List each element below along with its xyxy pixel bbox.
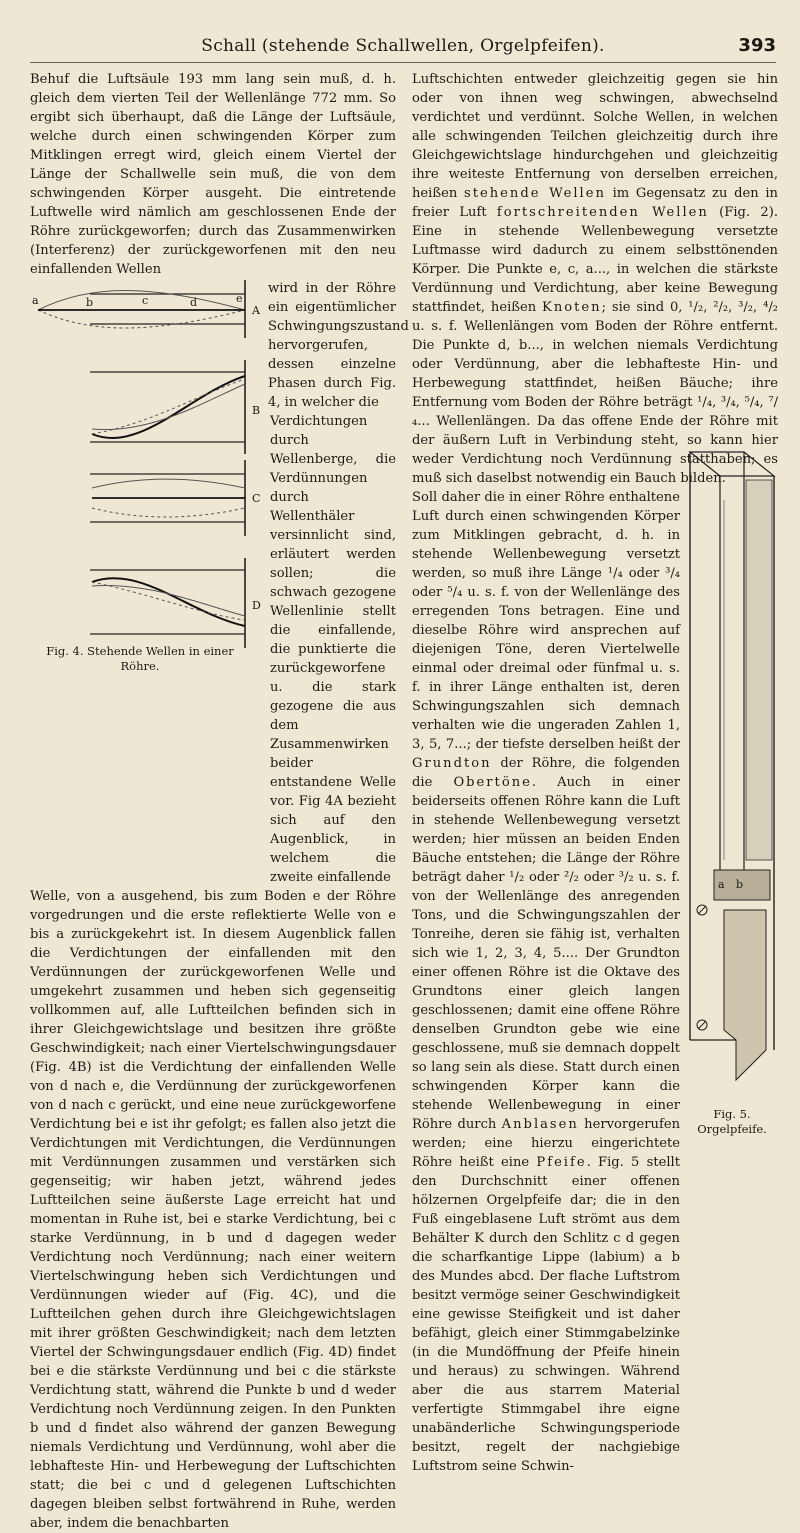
right-paragraph-1 bbox=[412, 70, 778, 488]
page-title: Schall (stehende Schallwellen, Orgelpfeifen). bbox=[201, 36, 605, 56]
term-grundton: Grundton bbox=[412, 756, 492, 771]
fig4-panel-c bbox=[90, 460, 260, 536]
term-stehende-wellen: stehende Wellen bbox=[464, 186, 606, 201]
fig4-panel-label-a: A bbox=[252, 304, 260, 317]
fig5-label-a: a bbox=[718, 878, 725, 891]
left-paragraph-mid: Verdichtungen durch Wellenberge, die Verdünnungen durch Wellenthäler versinnlicht sind, erläutert werden sollen; die schwach gezogene Wellenlinie stellt die einfallende, die punktierte die zurückgeworfene u. die stark gezogene die aus dem Zusammenwirken beider entstandene Welle vor. Fig 4A bezieht sich auf den Augenblick, in welchem die zweite einfallende bbox=[270, 414, 396, 885]
fig4-panel-d bbox=[90, 558, 261, 648]
left-paragraph-narrow: wird in der Röhre ein eigentümlicher Schwingungszustand hervorgerufen, dessen einzelne Phasen durch Fig. 4, in welcher die bbox=[268, 281, 409, 410]
term-pfeife: Pfeife bbox=[536, 1155, 587, 1170]
right-p2-text-c: . Auch in einer beiderseits offenen Röhre kann die Luft in stehende Wellenbewegung versetzt werden; hier müssen an beiden Enden Bäuche entstehen; die Länge der Röhre beträgt daher ¹/₂ oder ²/₂ oder ³/₂ u. s. f. von der Wellenlänge des anregenden Tons, und die Schwingungszahlen der Tonreihe, deren sie fähig ist, verhalten sich wie 1, 2, 3, 4, 5.... Der Grundton einer offenen Röhre ist die Oktave des Grundtons einer gleich langen geschlossenen; damit eine offene Röhre denselben Grundton gebe wie eine geschlossene, muß sie demnach doppelt so lang sein als diese. Statt durch einen schwingenden Körper kann die stehende Wellenbewegung in einer Röhre durch bbox=[412, 775, 680, 1132]
fig4-panel-label-c: C bbox=[252, 492, 261, 505]
right-p2-text-b: der Röhre, die folgenden die bbox=[412, 756, 680, 790]
term-knoten: Knoten bbox=[542, 300, 602, 315]
figure-4-standing-waves bbox=[30, 264, 265, 684]
right-paragraph-2 bbox=[412, 488, 680, 1476]
fig4-label-d: d bbox=[190, 296, 198, 309]
figure-5-caption: Fig. 5. Orgelpfeife. bbox=[697, 1107, 767, 1136]
fig4-panel-label-d: D bbox=[252, 599, 261, 612]
right-p2-text-a: Soll daher die in einer Röhre enthaltene Luft durch einen schwingenden Körper zum Mitklingen gebracht, d. h. in stehende Wellenbewegung versetzt werden, so muß ihre Länge ¹/₄ oder ³/₄ oder ⁵/₄ u. s. f. von der Wellenlänge des erregenden Tons betragen. Eine und dieselbe Röhre wird ansprechen auf diejenigen Töne, deren Viertelwelle einmal oder dreimal oder fünfmal u. s. f. in ihrer Länge enthalten ist, deren Schwingungszahlen sich demnach verhalten wie die ungeraden Zahlen 1, 3, 5, 7...; der tiefste derselben heißt der bbox=[412, 490, 680, 752]
fig5-label-b: b bbox=[736, 878, 744, 891]
fig4-label-b: b bbox=[86, 296, 94, 309]
term-fortschreitende-wellen: fortschreitenden Wellen bbox=[496, 205, 709, 220]
figure-5-organ-pipe bbox=[684, 440, 780, 1100]
right-p1-text-a: Luftschichten entweder gleichzeitig gegen sie hin oder von ihnen weg schwingen, abwechselnd verdichtet und verdünnt. Solche Wellen, in welchen alle schwingenden Teilchen gleichzeitig durch ihre Gleichgewichtslage hindurchgehen und gleichzeitig ihre weiteste Entfernung von derselben erreichen, heißen bbox=[412, 72, 778, 201]
right-p1-text-d: ; sie sind 0, ¹/₂, ²/₂, ³/₂, ⁴/₂ u. s. f. Wellenlängen vom Boden der Röhre entfernt. Die Punkte d, b..., in welchen niemals Verdichtung oder Verdünnung, aber die lebhafteste Hin- und Herbewegung stattfindet, heißen Bäuche; ihre Entfernung vom Boden der Röhre beträgt ¹/₄, ³/₄, ⁵/₄, ⁷/₄... Wellenlängen. Da das offene Ende der Röhre mit der äußern Luft in Verbindung steht, so kann hier weder Verdichtung noch Verdünnung statthaben; es muß sich daselbst notwendig ein Bauch bilden. bbox=[412, 300, 778, 486]
fig4-label-e: e bbox=[236, 292, 243, 305]
fig4-label-c: c bbox=[142, 294, 149, 307]
right-p2-text-e: . Fig. 5 stellt den Durchschnitt einer offenen hölzernen Orgelpfeife dar; die in den Fuß eingeblasene Luft strömt aus dem Behälter K durch den Schlitz c d gegen die scharfkantige Lippe (labium) a b des Mundes abcd. Der flache Luftstrom besitzt vermöge seiner Geschwindigkeit eine gewisse Steifigkeit und ist daher befähigt, gleich einer Stimmgabelzinke (in die Mundöffnung der Pfeife hinein und heraus) zu schwingen. Während aber die aus starrem Material verfertigte Stimmgabel ihre eigne unabänderliche Schwingungsperiode besitzt, regelt der nachgiebige Luftstrom seine Schwin- bbox=[412, 1155, 680, 1474]
term-anblasen: Anblasen bbox=[501, 1117, 579, 1132]
running-header bbox=[30, 34, 776, 63]
left-paragraph-rest: Welle, von a ausgehend, bis zum Boden e der Röhre vorgedrungen und die erste reflektierte Welle von e bis a zurückgekehrt ist. In diesem Augenblick fallen die Verdichtungen der einfallenden mit den Verdünnungen der zurückgeworfenen Welle und umgekehrt zusammen und heben sich gegenseitig vollkommen auf, alle Luftteilchen befinden sich in ihrer Gleichgewichtslage und besitzen ihre größte Geschwindigkeit; nach einer Viertelschwingungsdauer (Fig. 4B) ist die Verdichtung der einfallenden Welle von d nach e, die Verdünnung der zurückgeworfenen von d nach c gerückt, und eine neue zurückgeworfene Verdichtung bei e ist ihr gefolgt; es fallen also jetzt die Verdichtungen mit Verdichtungen, die Verdünnungen mit Verdünnungen zusammen und verstärken sich gegenseitig; wir haben jetzt, während jedes Luftteilchen seine äußerste Lage erreicht hat und momentan in Ruhe ist, bei e starke Verdichtung, bei c starke Verdünnung, in b und d dagegen weder Verdichtung noch Verdünnung; nach einer weitern Viertelschwingung heben sich Verdichtungen und Verdünnungen wieder auf (Fig. 4C), und die Luftteilchen gehen durch ihre Gleichgewichtslagen mit ihrer größten Geschwindigkeit; nach dem letzten Viertel der Schwingungsdauer endlich (Fig. 4D) findet bei e die stärkste Verdünnung und bei c die stärkste Verdichtung statt, während die Punkte b und d weder Verdichtung noch Verdünnung zeigen. In den Punkten b und d findet also während der ganzen Bewegung niemals Verdichtung und Verdünnung, wohl aber die lebhafteste Hin- und Herbewegung der Luftschichten statt; die bei c und d gelegenen Luftschichten dagegen bleiben selbst fortwährend in Ruhe, werden aber, indem die benachbarten bbox=[30, 889, 396, 1531]
right-p2-text-d: hervorgerufen werden; eine hierzu eingerichtete Röhre heißt eine bbox=[412, 1117, 681, 1170]
right-p1-text-c: (Fig. 2). Eine in stehende Wellenbewegung versetzte Luftmasse wird dadurch zu einem selbsttönenden Körper. Die Punkte e, c, a..., in welchen die stärkste Verdünnung und Verdichtung, aber keine Bewegung stattfindet, heißen bbox=[412, 205, 778, 315]
page-number: 393 bbox=[738, 35, 776, 56]
figure-4-caption: Fig. 4. Stehende Wellen in einer Röhre. bbox=[46, 644, 234, 673]
right-p1-text-b: im Gegensatz zu den in freier Luft bbox=[412, 186, 778, 220]
left-paragraph-intro: Behuf die Luftsäule 193 mm lang sein muß, d. h. gleich dem vierten Teil der Wellenlänge 772 mm. So ergibt sich überhaupt, daß die Länge der Luftsäule, welche durch einen schwingenden Körper zum Mitklingen erregt wird, gleich einem Viertel der Länge der Schallwelle sein muß, die von dem schwingenden Körper ausgeht. Die eintretende Luftwelle wird nämlich am geschlossenen Ende der Röhre zurückgeworfen; durch das Zusammenwirken (Interferenz) der zurückgeworfenen mit den neu einfallenden Wellen bbox=[30, 72, 396, 277]
fig4-label-a: a bbox=[32, 294, 39, 307]
term-obertoene: Obertöne bbox=[453, 775, 532, 790]
fig4-panel-b bbox=[90, 360, 260, 454]
fig4-panel-label-b: B bbox=[252, 404, 261, 417]
fig4-panel-a bbox=[32, 280, 261, 338]
